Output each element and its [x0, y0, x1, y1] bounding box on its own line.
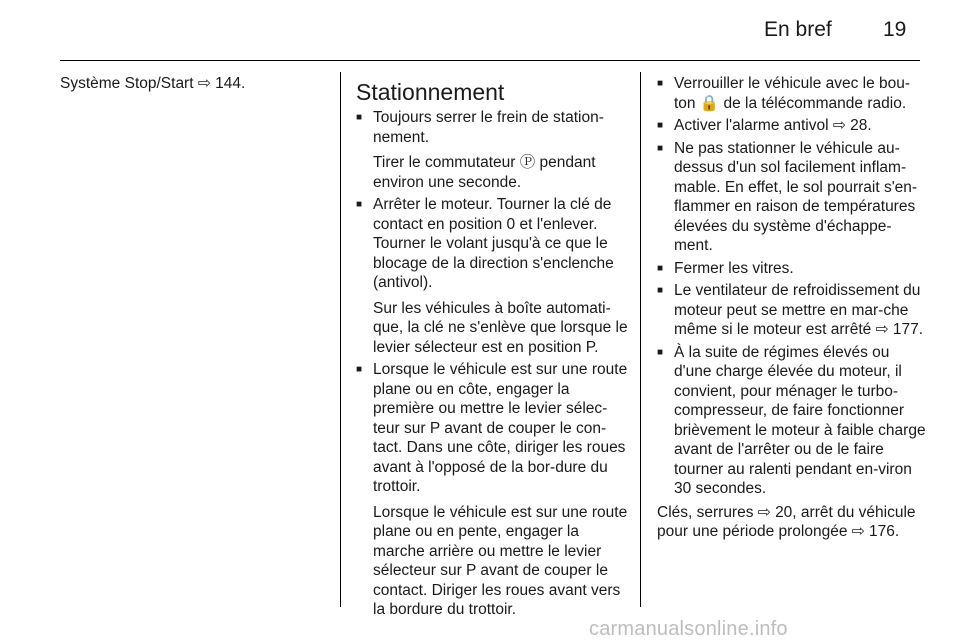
header-divider: [60, 60, 920, 61]
list-item: [356, 195, 628, 357]
list-item-main-text: ■ Toujours serrer le frein de station-nement.: [373, 109, 604, 146]
list-item: ■ Verrouiller le véhicule avec le bou-ton 🔒 de la télécommande radio.: [657, 74, 929, 113]
page-header-title: En bref: [764, 18, 832, 41]
list-item: ■ Le ventilateur de refroidissement du moteur peut se mettre en mar-che même si le moteur est arrêté ⇨ 177.: [657, 281, 929, 340]
parking-tips-list: [657, 74, 929, 499]
watermark-text: carmanualsonline.info: [589, 618, 788, 640]
column-divider-2: [640, 72, 641, 607]
list-item: ■ Activer l'alarme antivol ⇨ 28.: [657, 116, 929, 136]
section-heading: Stationnement: [356, 79, 505, 105]
page-number: 19: [883, 18, 907, 41]
column-right: [657, 74, 929, 542]
list-item-sub-text: Sur les véhicules à boîte automati-que, la clé ne s'enlève que lorsque le levier sélecteur est en position P.: [373, 299, 628, 356]
list-item: [356, 108, 628, 192]
cross-reference-text: Système Stop/Start ⇨ 144.: [60, 75, 246, 92]
list-item: ■ Fermer les vitres.: [657, 259, 929, 279]
list-item-sub-text: Lorsque le véhicule est sur une route plane ou en pente, engager la marche arrière ou mettre le levier sélecteur sur P avant de couper le contact. Diriger les roues avant vers la bordure du trottoir.: [373, 503, 628, 618]
list-item: [356, 360, 628, 620]
column-left: [60, 74, 330, 94]
list-item-main-text: ■ Arrêter le moteur. Tourner la clé de contact en position 0 et l'enlever. Tourner le volant jusqu'à ce que le blocage de la direction s'enclenche (antivol).: [373, 196, 614, 291]
column-divider-1: [340, 72, 341, 607]
cross-reference-footer: Clés, serrures ⇨ 20, arrêt du véhicule pour une période prolongée ⇨ 176.: [657, 503, 916, 540]
list-item-sub-text: Tirer le commutateur Ⓟ pendant environ une seconde.: [373, 154, 596, 191]
list-item-main-text: ■ Lorsque le véhicule est sur une route plane ou en côte, engager la première ou mettre le levier sélec-teur sur P avant de couper le con-tact. Dans une côte, diriger les roues avant à l'opposé de la bor-dure du trottoir.: [373, 361, 628, 495]
list-item: ■ Ne pas stationner le véhicule au-dessus d'un sol facilement inflam-mable. En effet, le sol pourrait s'en-flammer en raison de températures élevées du système d'échappe-ment.: [657, 139, 929, 256]
parking-instructions-list: [356, 108, 628, 620]
list-item: ■ À la suite de régimes élevés ou d'une charge élevée du moteur, il convient, pour ménager le turbo-compresseur, de faire fonctionner brièvement le moteur à faible charge avant de l'arrêter ou de le faire tourner au ralenti pendant en-viron 30 secondes.: [657, 343, 929, 499]
column-middle: [356, 74, 628, 623]
